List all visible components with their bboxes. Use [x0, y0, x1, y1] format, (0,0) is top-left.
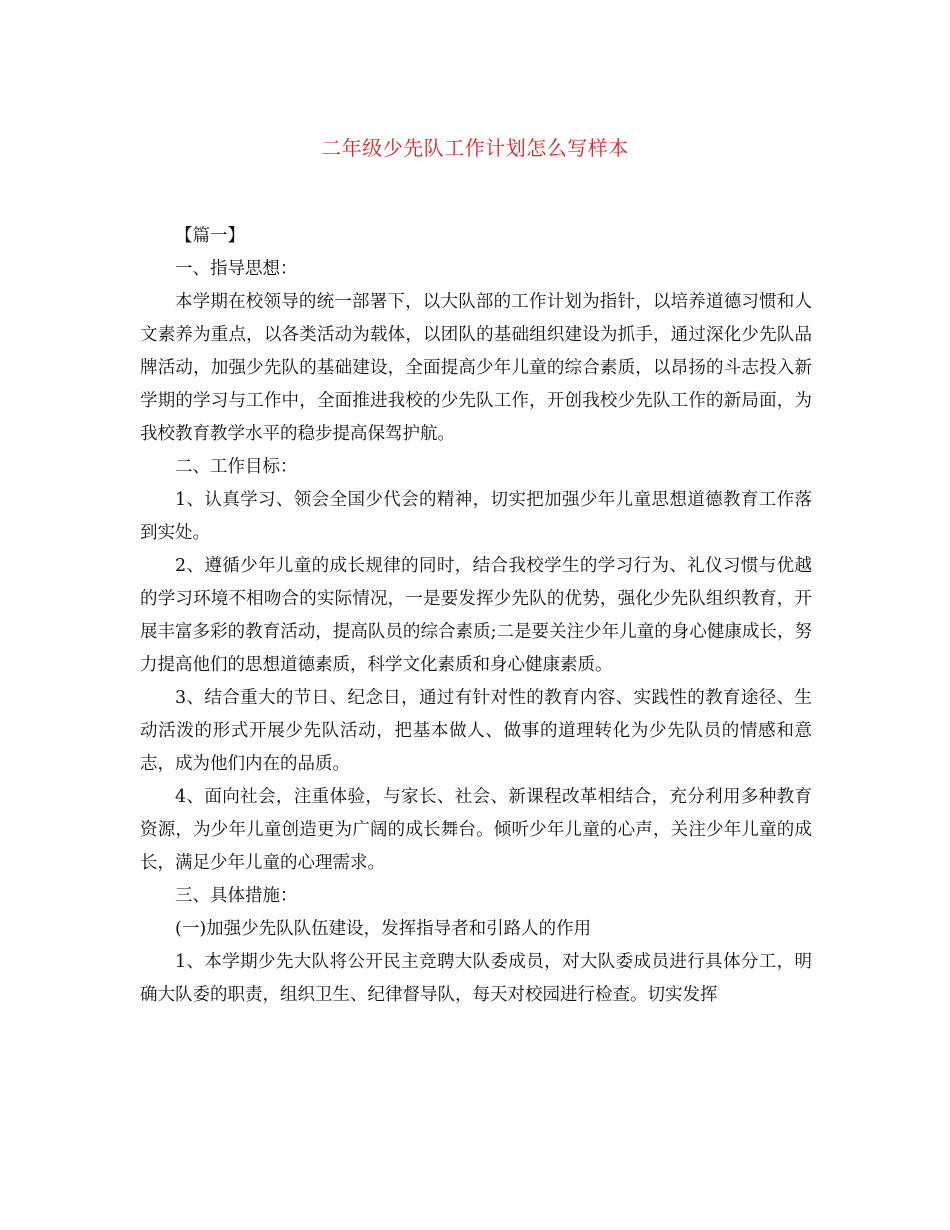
- paragraph-goal-2: 2、遵循少年儿童的成长规律的同时，结合我校学生的学习行为、礼仪习惯与优越的学习环境不相吻合的实际情况，一是要发挥少先队的优势，强化少先队组织教育，开展丰富多彩的教育活动，提高队员的综合素质;二是要关注少年儿童的身心健康成长，努力提高他们的思想道德素质，科学文化素质和身心健康素质。: [140, 556, 812, 675]
- paragraph-goal-1: 1、认真学习、领会全国少代会的精神，切实把加强少年儿童思想道德教育工作落到实处。: [140, 490, 812, 543]
- subheading-team-building: (一)加强少先队队伍建设，发挥指导者和引路人的作用: [175, 919, 592, 939]
- heading-work-goals: 二、工作目标：: [175, 457, 298, 477]
- heading-specific-measures: 三、具体措施：: [175, 886, 298, 906]
- document-title: 二年级少先队工作计划怎么写样本: [321, 136, 629, 160]
- heading-guiding-ideology: 一、指导思想：: [175, 259, 298, 279]
- section-heading-part-one: 【篇一】: [175, 226, 245, 246]
- paragraph-goal-3: 3、结合重大的节日、纪念日，通过有针对性的教育内容、实践性的教育途径、生动活泼的形式开展少先队活动，把基本做人、做事的道理转化为少先队员的情感和意志，成为他们内在的品质。: [140, 688, 812, 774]
- paragraph-measure-1: 1、本学期少先大队将公开民主竞聘大队委成员，对大队委成员进行具体分工，明确大队委的职责，组织卫生、纪律督导队，每天对校园进行检查。切实发挥: [140, 952, 812, 1005]
- paragraph-guiding-ideology: 本学期在校领导的统一部署下，以大队部的工作计划为指针，以培养道德习惯和人文素养为重点，以各类活动为载体，以团队的基础组织建设为抓手，通过深化少先队品牌活动，加强少先队的基础建设，全面提高少年儿童的综合素质，以昂扬的斗志投入新学期的学习与工作中，全面推进我校的少先队工作，开创我校少先队工作的新局面，为我校教育教学水平的稳步提高保驾护航。: [140, 292, 812, 444]
- document-body: [140, 220, 812, 1012]
- paragraph-goal-4: 4、面向社会，注重体验，与家长、社会、新课程改革相结合，充分利用多种教育资源，为少年儿童创造更为广阔的成长舞台。倾听少年儿童的心声，关注少年儿童的成长，满足少年儿童的心理需求。: [140, 787, 812, 873]
